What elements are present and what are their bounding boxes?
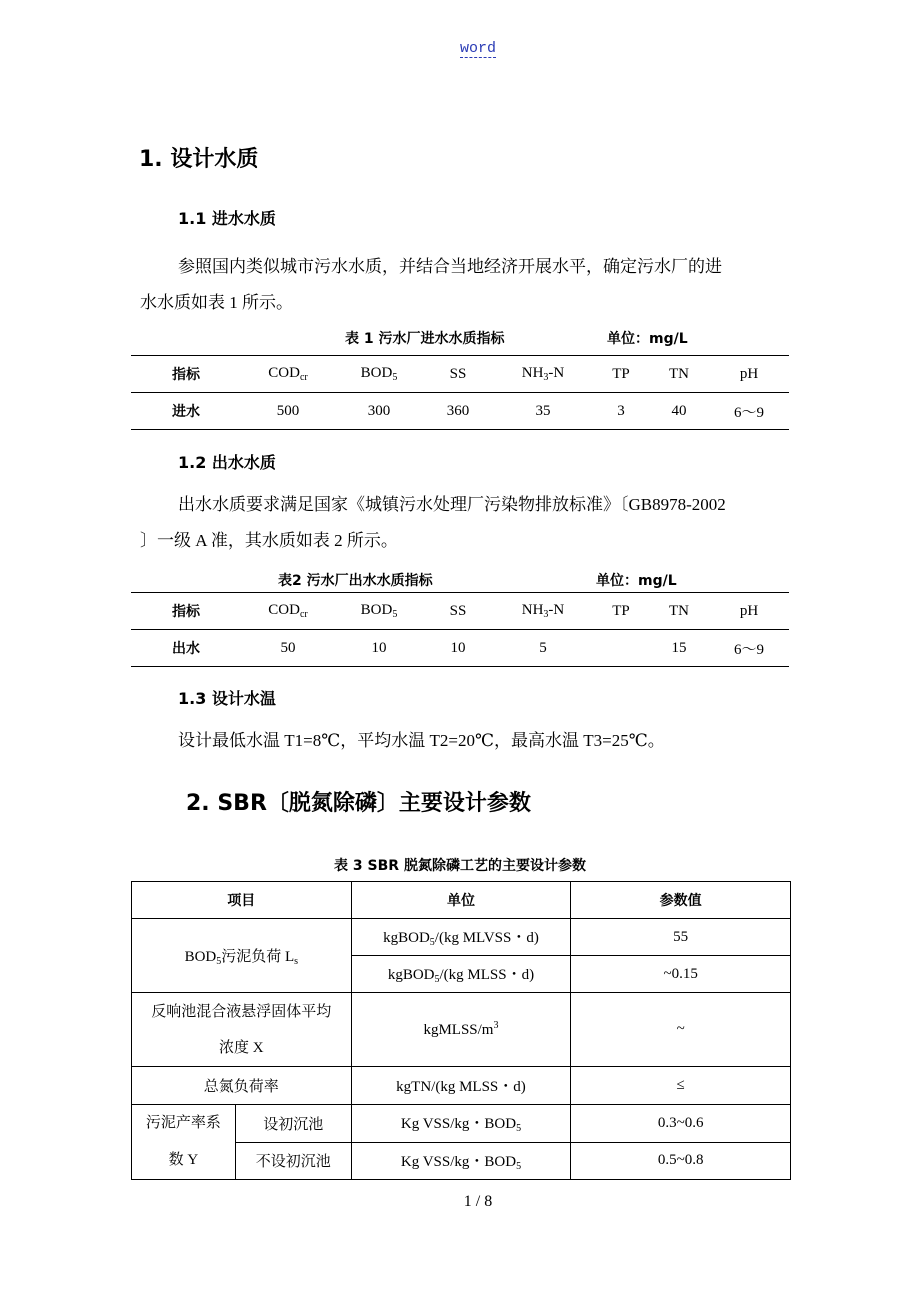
table3-cell: kgBOD$_5$/(kg MLSS・d) [351,956,571,993]
table1-header-ss: SS [423,356,493,393]
table2-header-tp: TP [593,593,649,630]
table1-cell: 500 [241,393,335,430]
table2-header-tn: TN [649,593,709,630]
section1-heading: 1. 设计水质 [139,147,259,172]
table3-cell: kgTN/(kg MLSS・d) [351,1067,571,1105]
table3-sbr-parameters [131,881,791,1180]
table2-header-bod: $BOD_5$ [335,593,423,630]
table2-header-cod: $COD_{cr}$ [241,593,335,630]
paragraph-1-1-line1: 参照国内类似城市污水水质，并结合当地经济开展水平，确定污水厂的进 [178,257,722,276]
table1-header-tp: TP [593,356,649,393]
paragraph-1-1-line2: 水水质如表 1 所示。 [140,293,293,312]
table1-row-label: 指标 [131,356,241,393]
table3-header-unit: 单位 [351,882,571,919]
paragraph-1-2-line1: 出水水质要求满足国家《城镇污水处理厂污染物排放标准》〔GB8978-2002 [178,495,726,514]
table3-cell: Kg VSS/kg・$BOD_5$ [351,1105,571,1143]
table1-cell: 35 [493,393,593,430]
table1-influent-quality [131,355,789,430]
table1-caption: 表 1 污水厂进水水质指标 [345,331,505,347]
table3-tn-load-label: 总氮负荷率 [132,1067,352,1105]
table2-effluent-quality [131,592,789,667]
table1-cell: 360 [423,393,493,430]
table2-cell: 10 [335,630,423,667]
table1-cell: 300 [335,393,423,430]
table1-header-cod: $COD_{cr}$ [241,356,335,393]
table3-header-item: 项目 [132,882,352,919]
table1-header-nh3n: $NH_3-N$ [493,356,593,393]
table3-caption: 表 3 SBR 脱氮除磷工艺的主要设计参数 [334,858,586,874]
table3-cell: 55 [571,919,791,956]
table1-cell: 6～9 [709,393,789,430]
table2-header-ph: pH [709,593,789,630]
table3-header-value: 参数值 [571,882,791,919]
table3-mlss-label: 反响池混合液悬浮固体平均 浓度 X [132,993,352,1067]
table1-header-bod: $BOD_5$ [335,356,423,393]
table3-cell: kgMLSS/$m^3$ [351,993,571,1067]
table2-row-label: 指标 [131,593,241,630]
table3-yield-label: 污泥产率系 数 Y [132,1105,236,1180]
table2-header-ss: SS [423,593,493,630]
table3-cell: ~0.15 [571,956,791,993]
table3-bod-sludge-load-label: $BOD_5$污泥负荷 $L_s$ [132,919,352,993]
header-word-link[interactable]: word [459,40,496,57]
table1-cell: 40 [649,393,709,430]
subsection-1-3-heading: 1.3 设计水温 [178,689,276,708]
table2-cell [593,630,649,667]
paragraph-1-2-line2: 〕一级 A 准，其水质如表 2 所示。 [140,531,398,550]
table2-caption: 表2 污水厂出水水质指标 [278,573,433,589]
table2-cell: 10 [423,630,493,667]
table1-header-tn: TN [649,356,709,393]
table3-cell: 0.5~0.8 [571,1142,791,1180]
table3-cell: kgBOD$_5$/(kg MLVSS・d) [351,919,571,956]
table3-cell: ~ [571,993,791,1067]
table2-header-nh3n: $NH_3-N$ [493,593,593,630]
table3-yield-without-primary: 不设初沉池 [235,1142,351,1180]
table3-yield-with-primary: 设初沉池 [235,1105,351,1143]
paragraph-1-3: 设计最低水温 T1=8℃，平均水温 T2=20℃，最高水温 T3=25℃。 [178,731,665,750]
table2-data-label: 出水 [131,630,241,667]
table1-unit: 单位：mg/L [607,331,688,347]
table2-unit: 单位：mg/L [596,573,677,589]
table3-cell: Kg VSS/kg・$BOD_5$ [351,1142,571,1180]
table3-cell: 0.3~0.6 [571,1105,791,1143]
subsection-1-1-heading: 1.1 进水水质 [178,209,276,228]
section2-heading: 2. SBR〔脱氮除磷〕主要设计参数 [186,791,531,816]
table2-cell: 6～9 [709,630,789,667]
table2-cell: 15 [649,630,709,667]
table1-data-label: 进水 [131,393,241,430]
table2-cell: 5 [493,630,593,667]
table3-cell: ≤ [571,1067,791,1105]
page-number: 1 / 8 [463,1193,493,1210]
table2-cell: 50 [241,630,335,667]
table1-header-ph: pH [709,356,789,393]
subsection-1-2-heading: 1.2 出水水质 [178,453,276,472]
table1-cell: 3 [593,393,649,430]
